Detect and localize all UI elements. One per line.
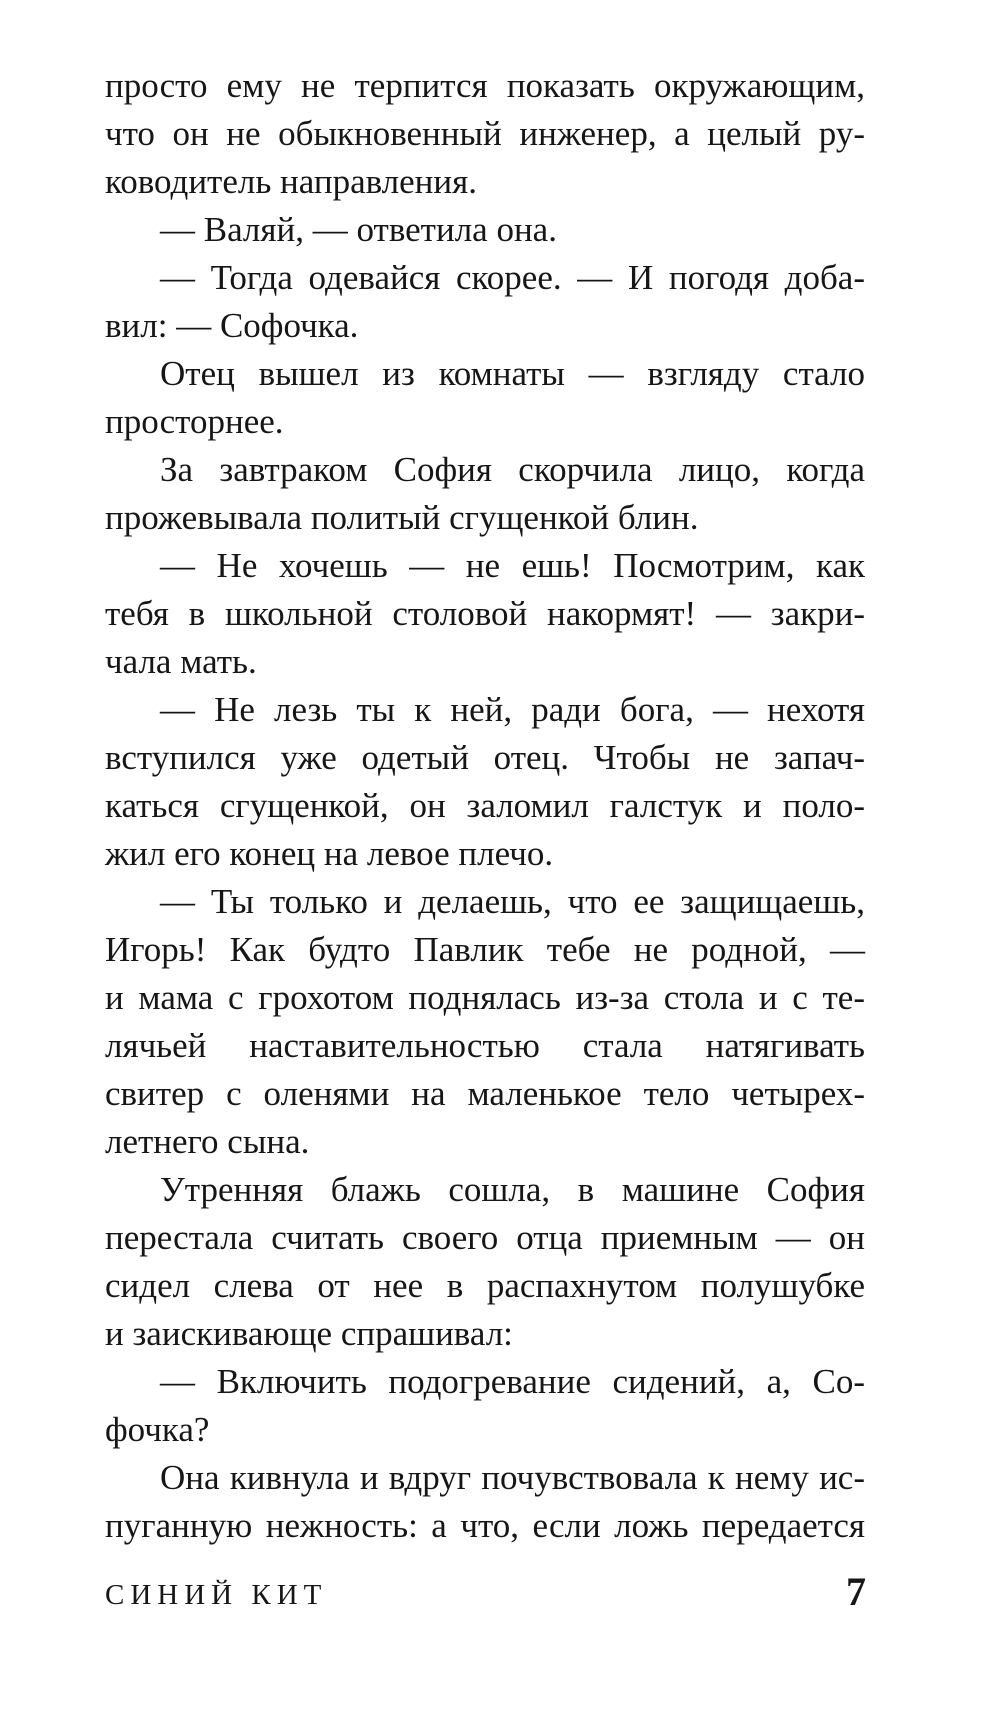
running-footer-title: СИНИЙ КИТ [105,1579,328,1611]
text-line: свитер с оленями на маленькое тело четырех- [105,1074,865,1113]
text-line: — Не лезь ты к ней, ради бога, — нехотя [160,690,865,729]
text-line: За завтраком София скорчила лицо, когда [160,450,865,489]
text-line: просто ему не терпится показать окружающим, [105,66,865,105]
text-line: просторнее. [105,402,284,441]
text-line: и заискивающе спрашивал: [105,1314,513,1353]
text-line: — Включить подогревание сидений, а, Со- [160,1362,865,1401]
text-line: перестала считать своего отца приемным — он [105,1218,865,1257]
text-line: жил его конец на левое плечо. [105,834,554,873]
text-line: и мама с грохотом поднялась из-за стола и с те- [105,978,865,1017]
text-line: Она кивнула и вдруг почувствовала к нему ис- [160,1458,865,1497]
text-line: каться сгущенкой, он заломил галстук и поло- [105,786,865,825]
text-line: — Не хочешь — не ешь! Посмотрим, как [160,546,865,585]
text-line: Отец вышел из комнаты — взгляду стало [160,354,865,393]
text-line: Утренняя блажь сошла, в машине София [160,1170,865,1209]
page-number: 7 [846,1569,866,1614]
text-line: летнего сына. [105,1122,310,1161]
text-line: — Тогда одевайся скорее. — И погодя доба- [160,258,865,297]
text-line: сидел слева от нее в распахнутом полушубке [105,1266,865,1305]
text-line: вил: — Софочка. [105,306,359,345]
text-line: тебя в школьной столовой накормят! — закри- [105,594,865,633]
text-line: пуганную нежность: а что, если ложь передается [105,1506,865,1545]
text-line: — Ты только и делаешь, что ее защищаешь, [160,882,865,921]
text-line: — Валяй, — ответила она. [160,210,557,249]
text-line: что он не обыкновенный инженер, а целый ру- [105,114,865,153]
text-line: лячьей наставительностью стала натягивать [105,1026,865,1065]
text-line: фочка? [105,1410,210,1449]
text-line: чала мать. [105,642,257,681]
text-line: Игорь! Как будто Павлик тебе не родной, — [105,930,865,969]
text-line: ководитель направления. [105,162,477,201]
text-line: прожевывала политый сгущенкой блин. [105,498,699,537]
text-line: вступился уже одетый отец. Чтобы не запач- [105,738,865,777]
